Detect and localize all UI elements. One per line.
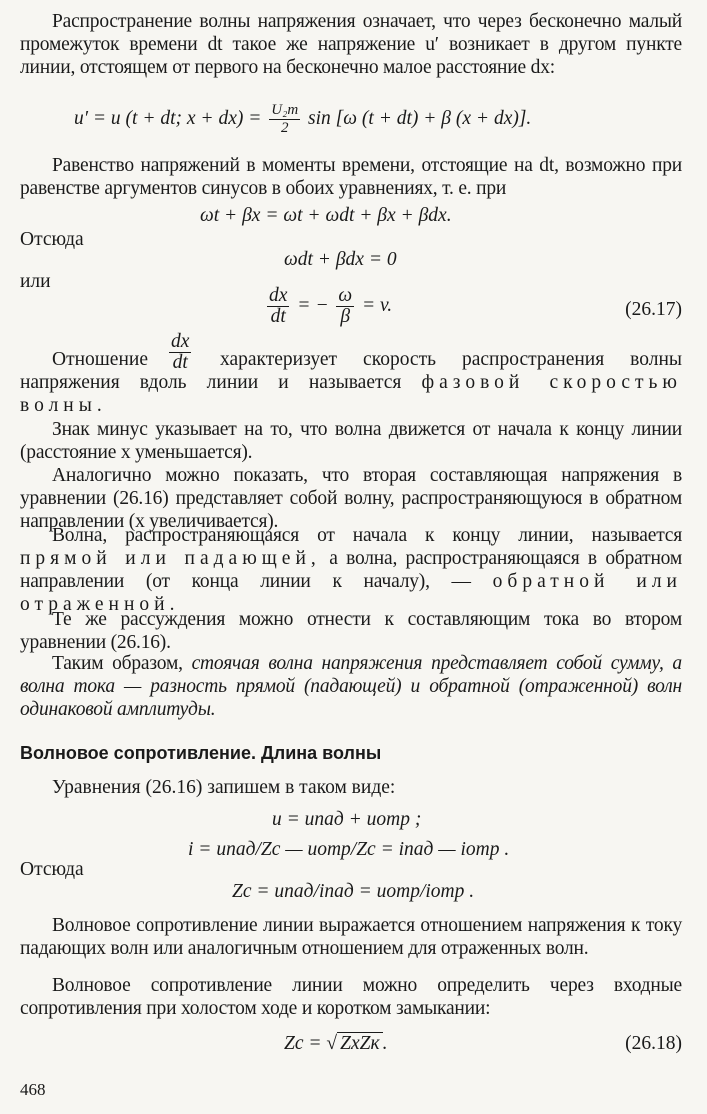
paragraph-direct-reflected (20, 524, 682, 616)
eq4-mid: = − (297, 294, 329, 316)
equation-impedance-sqrt (284, 1032, 387, 1055)
equation-phase-equality: ωt + βx = ωt + ωdt + βx + βdx. (200, 205, 452, 226)
paragraph-minus-sign: Знак минус указывает на то, что волна движется от начала к концу линии (расстояние x уменьшается). (20, 419, 682, 463)
p8-italic: стоячая волна напряжения представляет собой сумму, а волна тока — разность прямой (падающей) и обратной (отраженной) волн одинаковой амплитуды. (20, 653, 682, 720)
eq1-right: sin [ω (t + dt) + β (x + dx)]. (308, 107, 532, 129)
word-ili: или (20, 271, 51, 292)
p3-before: Отношение (52, 349, 148, 370)
eq8-end: . (382, 1033, 388, 1054)
eq4-frac1-num: dx (269, 285, 288, 306)
eq1-fraction (269, 102, 300, 137)
eq4-frac2-den: β (340, 306, 351, 327)
equation-number-26-17: (26.17) (625, 299, 682, 320)
eq8-radicand: ZxZк (337, 1032, 382, 1054)
p6-term2: обратной или отраженной. (20, 571, 682, 615)
section-heading: Волновое сопротивление. Длина волны (20, 743, 382, 763)
equation-number-26-18: (26.18) (625, 1033, 682, 1054)
paragraph-impedance-measure: Волновое сопротивление линии можно определить через входные сопротивления при холостом ходе и коротком замыкании: (20, 975, 682, 1019)
paragraph-impedance-ratio: Волновое сопротивление линии выражается отношением напряжения к току падающих волн или аналогичным отношением для отраженных волн. (20, 915, 682, 959)
paragraph-ratio-text (20, 348, 682, 417)
equation-sum-zero: ωdt + βdx = 0 (284, 249, 397, 270)
paragraph-equations-intro: Уравнения (26.16) запишем в таком виде: (52, 777, 396, 798)
eq1-frac-den: 2 (280, 120, 289, 136)
p8-a: Таким образом, (52, 653, 183, 674)
eq4-right: = v. (362, 294, 393, 316)
equation-current-diff: i = uпад/Zc — uотр/Zc = iпад — iотр . (188, 839, 510, 860)
ratio-num: dx (171, 331, 190, 352)
paragraph-standing-wave (20, 652, 682, 721)
paragraph-second-component: Аналогично можно показать, что вторая составляющая напряжения в уравнении (26.16) представляет собой волну, распространяющуюся в обратном направлении (x увеличивается). (20, 465, 682, 532)
p6-b: а волна, распространяющаяся в обратном направлении (от конца линии к началу), — (20, 548, 682, 592)
paragraph-current-components: Те же рассуждения можно отнести к составляющим тока во втором уравнении (26.16). (20, 609, 682, 653)
eq1-left: u′ = u (t + dt; x + dx) = (74, 107, 262, 129)
eq8-left: Zc = √ (284, 1033, 338, 1054)
p6-a: Волна, распространяющаяся от начала к концу линии, называется (52, 525, 682, 546)
eq1-frac-num: U₂m (271, 102, 299, 118)
p6-term1: прямой или падающей, (20, 548, 321, 569)
ratio-den: dt (172, 352, 188, 373)
equation-u-prime (74, 102, 531, 137)
paragraph-equal-voltages: Равенство напряжений в моменты времени, отстоящие на dt, возможно при равенстве аргументов синусов в обоих уравнениях, т. е. при (20, 155, 682, 199)
word-otsyuda-1: Отсюда (20, 229, 84, 250)
equation-phase-velocity (264, 286, 392, 327)
word-otsyuda-2: Отсюда (20, 859, 84, 880)
page-number: 468 (20, 1080, 46, 1099)
equation-wave-impedance: Zc = uпад/iпад = uотр/iотр . (232, 881, 475, 902)
eq4-frac1-den: dt (270, 306, 286, 327)
p3-after: характеризует скорость распространения волны напряжения вдоль линии и называется (20, 349, 683, 393)
paragraph-wave-propagation: Распространение волны напряжения означает, что через бесконечно малый промежуток времени dt такое же напряжение u′ возникает в другом пункте линии, отстоящем от первого на бесконечно малое расстояние dx: (20, 11, 682, 78)
eq4-fraction-omega-beta (336, 286, 354, 327)
eq4-fraction-dx-dt (267, 286, 289, 327)
p3-term: фазовой скоростью волны. (20, 372, 682, 416)
eq4-frac2-num: ω (338, 285, 353, 306)
equation-voltage-sum: u = uпад + uотр ; (272, 809, 422, 830)
